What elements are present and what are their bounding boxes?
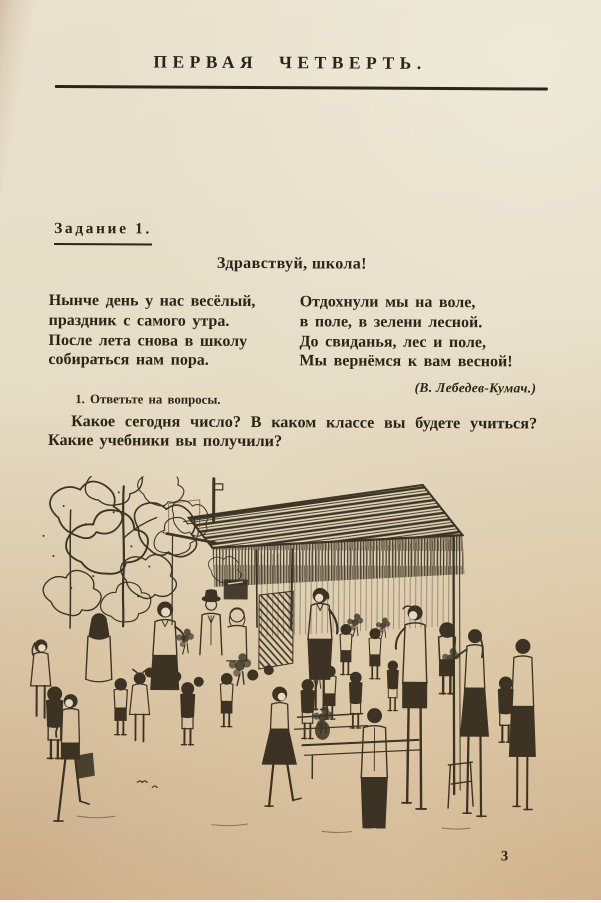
poem-line: праздник с самого утра. <box>49 311 256 332</box>
girl-with-bow <box>129 669 149 741</box>
woman-blonde <box>227 608 247 661</box>
poem-right-stanza <box>299 292 513 372</box>
task-label: Задание 1. <box>54 220 152 246</box>
page-number: 3 <box>501 848 508 865</box>
poem-line: Нынче день у нас весёлый, <box>49 291 256 312</box>
poem-title: Здравствуй, школа! <box>0 254 585 275</box>
school-illustration <box>22 476 586 851</box>
stool <box>448 762 473 808</box>
title-rule <box>55 85 548 90</box>
question-line-1: Какое сегодня число? В каком классе вы будете учиться? <box>48 412 537 434</box>
walking-girl <box>262 687 302 806</box>
poem-line: Отдохнули мы на воле, <box>300 292 513 313</box>
window <box>224 580 247 599</box>
man-hat <box>200 590 222 655</box>
girl-far-right <box>509 639 536 809</box>
section-title: ПЕРВАЯ ЧЕТВЕРТЬ. <box>0 51 580 75</box>
ground-marks <box>77 816 470 833</box>
poem-line: в поле, в зелени лесной. <box>300 312 513 333</box>
poem-line: До свиданья, лес и поле, <box>299 332 512 353</box>
birds <box>137 781 157 788</box>
poem-left-stanza <box>48 291 255 371</box>
question-line-2: Какие учебники вы получили? <box>48 431 282 451</box>
poem-line: После лета снова в школу <box>48 331 255 352</box>
boy-white-coat <box>361 709 388 828</box>
exercise-instruction: 1. Ответьте на вопросы. <box>75 392 220 408</box>
poem-line: собираться нам пора. <box>48 350 255 371</box>
poem-line: Мы вернёмся к вам весной! <box>299 352 512 373</box>
doorway <box>259 591 293 669</box>
woman-kerchief <box>86 614 112 682</box>
poem-attribution: (В. Лебедев-Кумач.) <box>298 379 536 396</box>
tall-pioneer-boy <box>395 606 427 809</box>
